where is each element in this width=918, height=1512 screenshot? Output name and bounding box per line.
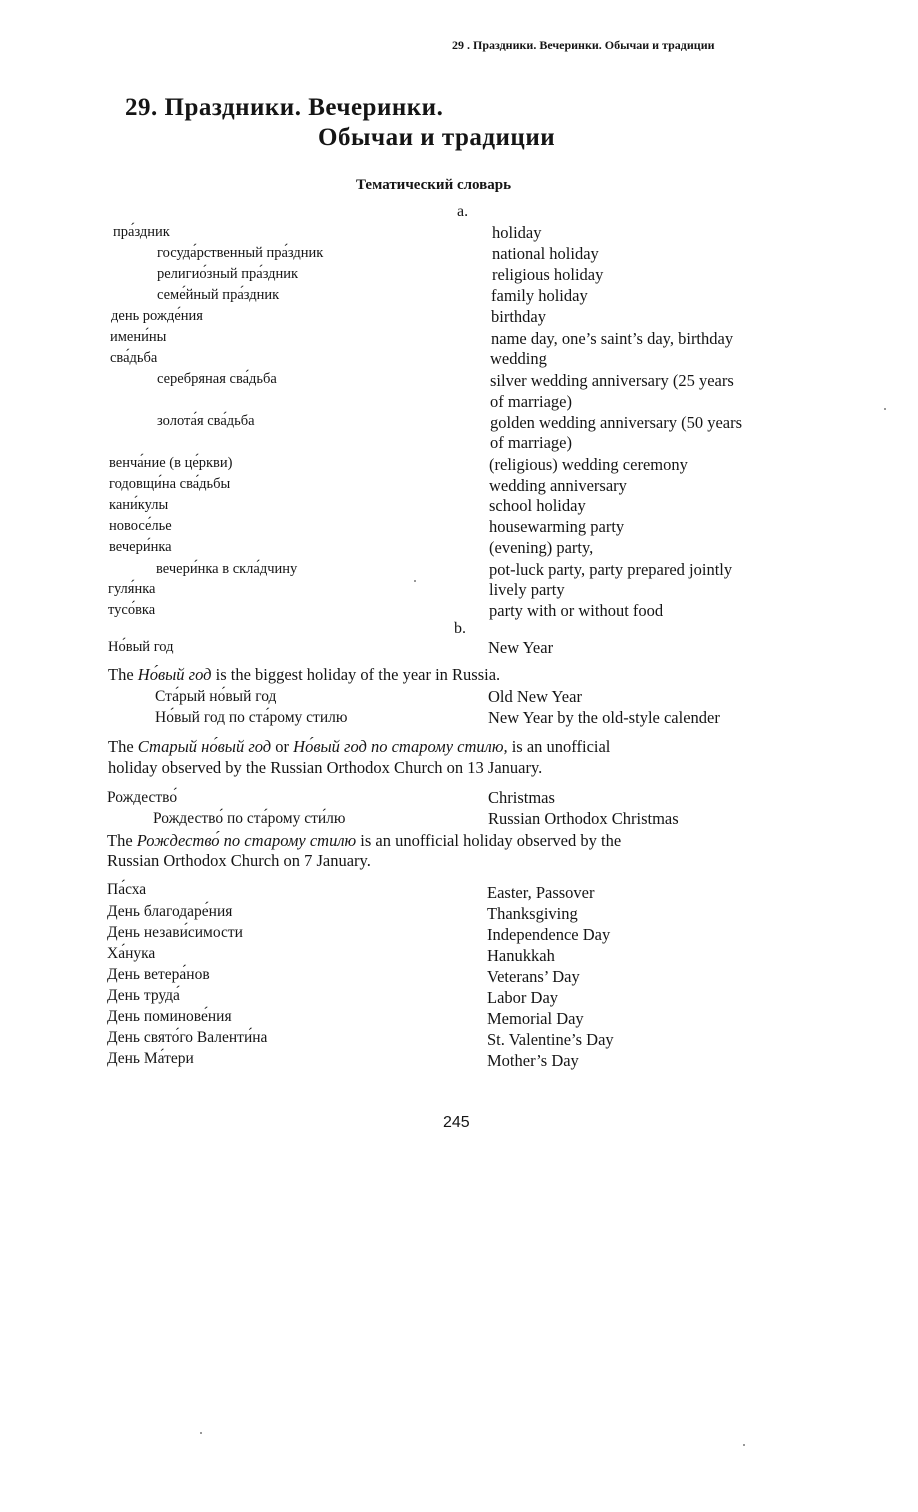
entry-en: family holiday [491, 286, 588, 305]
entry-ru: кани́кулы [109, 497, 169, 513]
holiday-ru: День поминове́ния [107, 1008, 232, 1025]
section-a-letter: a. [457, 203, 469, 220]
entry-ru: семе́йный пра́здник [157, 287, 280, 303]
holiday-ru: День свято́го Валенти́на [107, 1029, 268, 1046]
note-text: is the biggest holiday of the year in Russia. [211, 665, 501, 684]
scan-speck [743, 1444, 745, 1446]
holiday-ru: День незави́симости [107, 924, 243, 941]
entry-ru: Но́вый год по ста́рому стилю [155, 709, 348, 726]
holiday-en: Hanukkah [487, 946, 555, 965]
entry-en: (religious) wedding ceremony [489, 455, 688, 474]
entry-en: silver wedding anniversary (25 years [490, 371, 734, 390]
usage-note [108, 737, 610, 757]
entry-en: party with or without food [489, 601, 664, 620]
holiday-ru: Ха́нука [107, 945, 156, 962]
entry-ru: госуда́рственный пра́здник [157, 245, 324, 261]
entry-ru: вечери́нка в скла́дчину [156, 561, 298, 577]
chapter-title-line-2: Обычаи и традиции [318, 124, 556, 151]
entry-en: (evening) party, [489, 538, 594, 557]
holiday-en: Easter, Passover [487, 883, 595, 902]
entry-ru: золота́я сва́дьба [157, 413, 255, 429]
note-italic-term: Рождество́ по старому стилю [136, 831, 357, 850]
entry-ru: день рожде́ния [111, 308, 203, 324]
entry-ru: годовщи́на сва́дьбы [109, 476, 231, 492]
usage-note [107, 831, 621, 851]
entry-en: national holiday [492, 244, 599, 263]
holiday-ru: День Ма́тери [107, 1050, 194, 1067]
entry-en: Old New Year [488, 687, 582, 706]
entry-ru: пра́здник [113, 224, 170, 240]
entry-ru: сва́дьба [110, 350, 158, 366]
holiday-en: Veterans’ Day [487, 967, 580, 986]
entry-en: wedding anniversary [489, 476, 627, 495]
entry-ru: гуля́нка [108, 581, 156, 597]
entry-ru: венча́ние (в це́ркви) [109, 455, 233, 471]
section-subtitle: Тематический словарь [356, 177, 512, 193]
note-text: The [107, 831, 137, 850]
entry-en: name day, one’s saint’s day, birthday [491, 329, 734, 348]
entry-en: New Year [488, 638, 554, 657]
entry-ru: серебряная сва́дьба [157, 371, 277, 387]
holiday-en: Memorial Day [487, 1009, 584, 1028]
entry-en: New Year by the old-style calender [488, 708, 720, 727]
entry-en: religious holiday [492, 265, 604, 284]
usage-note-line-2: holiday observed by the Russian Orthodox Church on 13 January. [108, 758, 543, 777]
entry-ru: вечери́нка [109, 539, 172, 555]
entry-en: pot-luck party, party prepared jointly [489, 560, 733, 579]
entry-en: lively party [489, 580, 565, 599]
entry-en-continuation: of marriage) [490, 392, 572, 411]
entry-ru: Ста́рый но́вый год [155, 688, 277, 705]
note-text: The [108, 737, 138, 756]
note-text: is an unofficial holiday observed by the [356, 831, 622, 850]
entry-ru: имени́ны [110, 329, 167, 345]
holiday-en: Labor Day [487, 988, 559, 1007]
usage-note [108, 665, 500, 685]
holiday-en: Mother’s Day [487, 1051, 579, 1070]
entry-en: housewarming party [489, 517, 625, 536]
scan-speck [200, 1432, 202, 1434]
chapter-title-line-1: 29. Праздники. Вечеринки. [125, 94, 444, 121]
note-text: The [108, 665, 138, 684]
running-head: 29 . Праздники. Вечеринки. Обычаи и традиции [452, 38, 715, 52]
entry-ru: религио́зный пра́здник [157, 266, 299, 282]
entry-ru: тусо́вка [108, 602, 156, 618]
entry-en: birthday [491, 307, 546, 326]
usage-note-line-2: Russian Orthodox Church on 7 January. [107, 851, 371, 870]
section-b-letter: b. [454, 620, 466, 637]
entry-ru: Рождество́ по ста́рому сти́лю [153, 810, 346, 827]
note-italic-term: Старый но́вый год [137, 737, 272, 756]
note-text: or [271, 737, 294, 756]
holiday-ru: День труда́ [107, 987, 180, 1004]
entry-en: Russian Orthodox Christmas [488, 809, 679, 828]
note-italic-term: Но́вый год по старому стилю, [293, 737, 508, 756]
entry-en: Christmas [488, 788, 555, 807]
entry-en: holiday [492, 223, 542, 242]
entry-ru: Но́вый год [108, 639, 174, 655]
scan-speck [884, 408, 886, 410]
holiday-en: Independence Day [487, 925, 611, 944]
note-text: is an unofficial [507, 737, 611, 756]
entry-en: golden wedding anniversary (50 years [490, 413, 743, 432]
entry-ru: новосе́лье [109, 518, 172, 534]
entry-en-continuation: of marriage) [490, 433, 572, 452]
holiday-en: St. Valentine’s Day [487, 1030, 614, 1049]
note-italic-term: Но́вый год [137, 665, 212, 684]
page-number: 245 [443, 1114, 470, 1131]
entry-en: wedding [490, 349, 547, 368]
holiday-ru: День ветера́нов [107, 966, 210, 983]
scan-speck [414, 580, 416, 582]
holiday-ru: День благодаре́ния [107, 903, 233, 920]
entry-ru: Рождество́ [107, 789, 178, 806]
entry-en: school holiday [489, 496, 586, 515]
holiday-ru: Па́сха [107, 881, 147, 898]
holiday-en: Thanksgiving [487, 904, 578, 923]
